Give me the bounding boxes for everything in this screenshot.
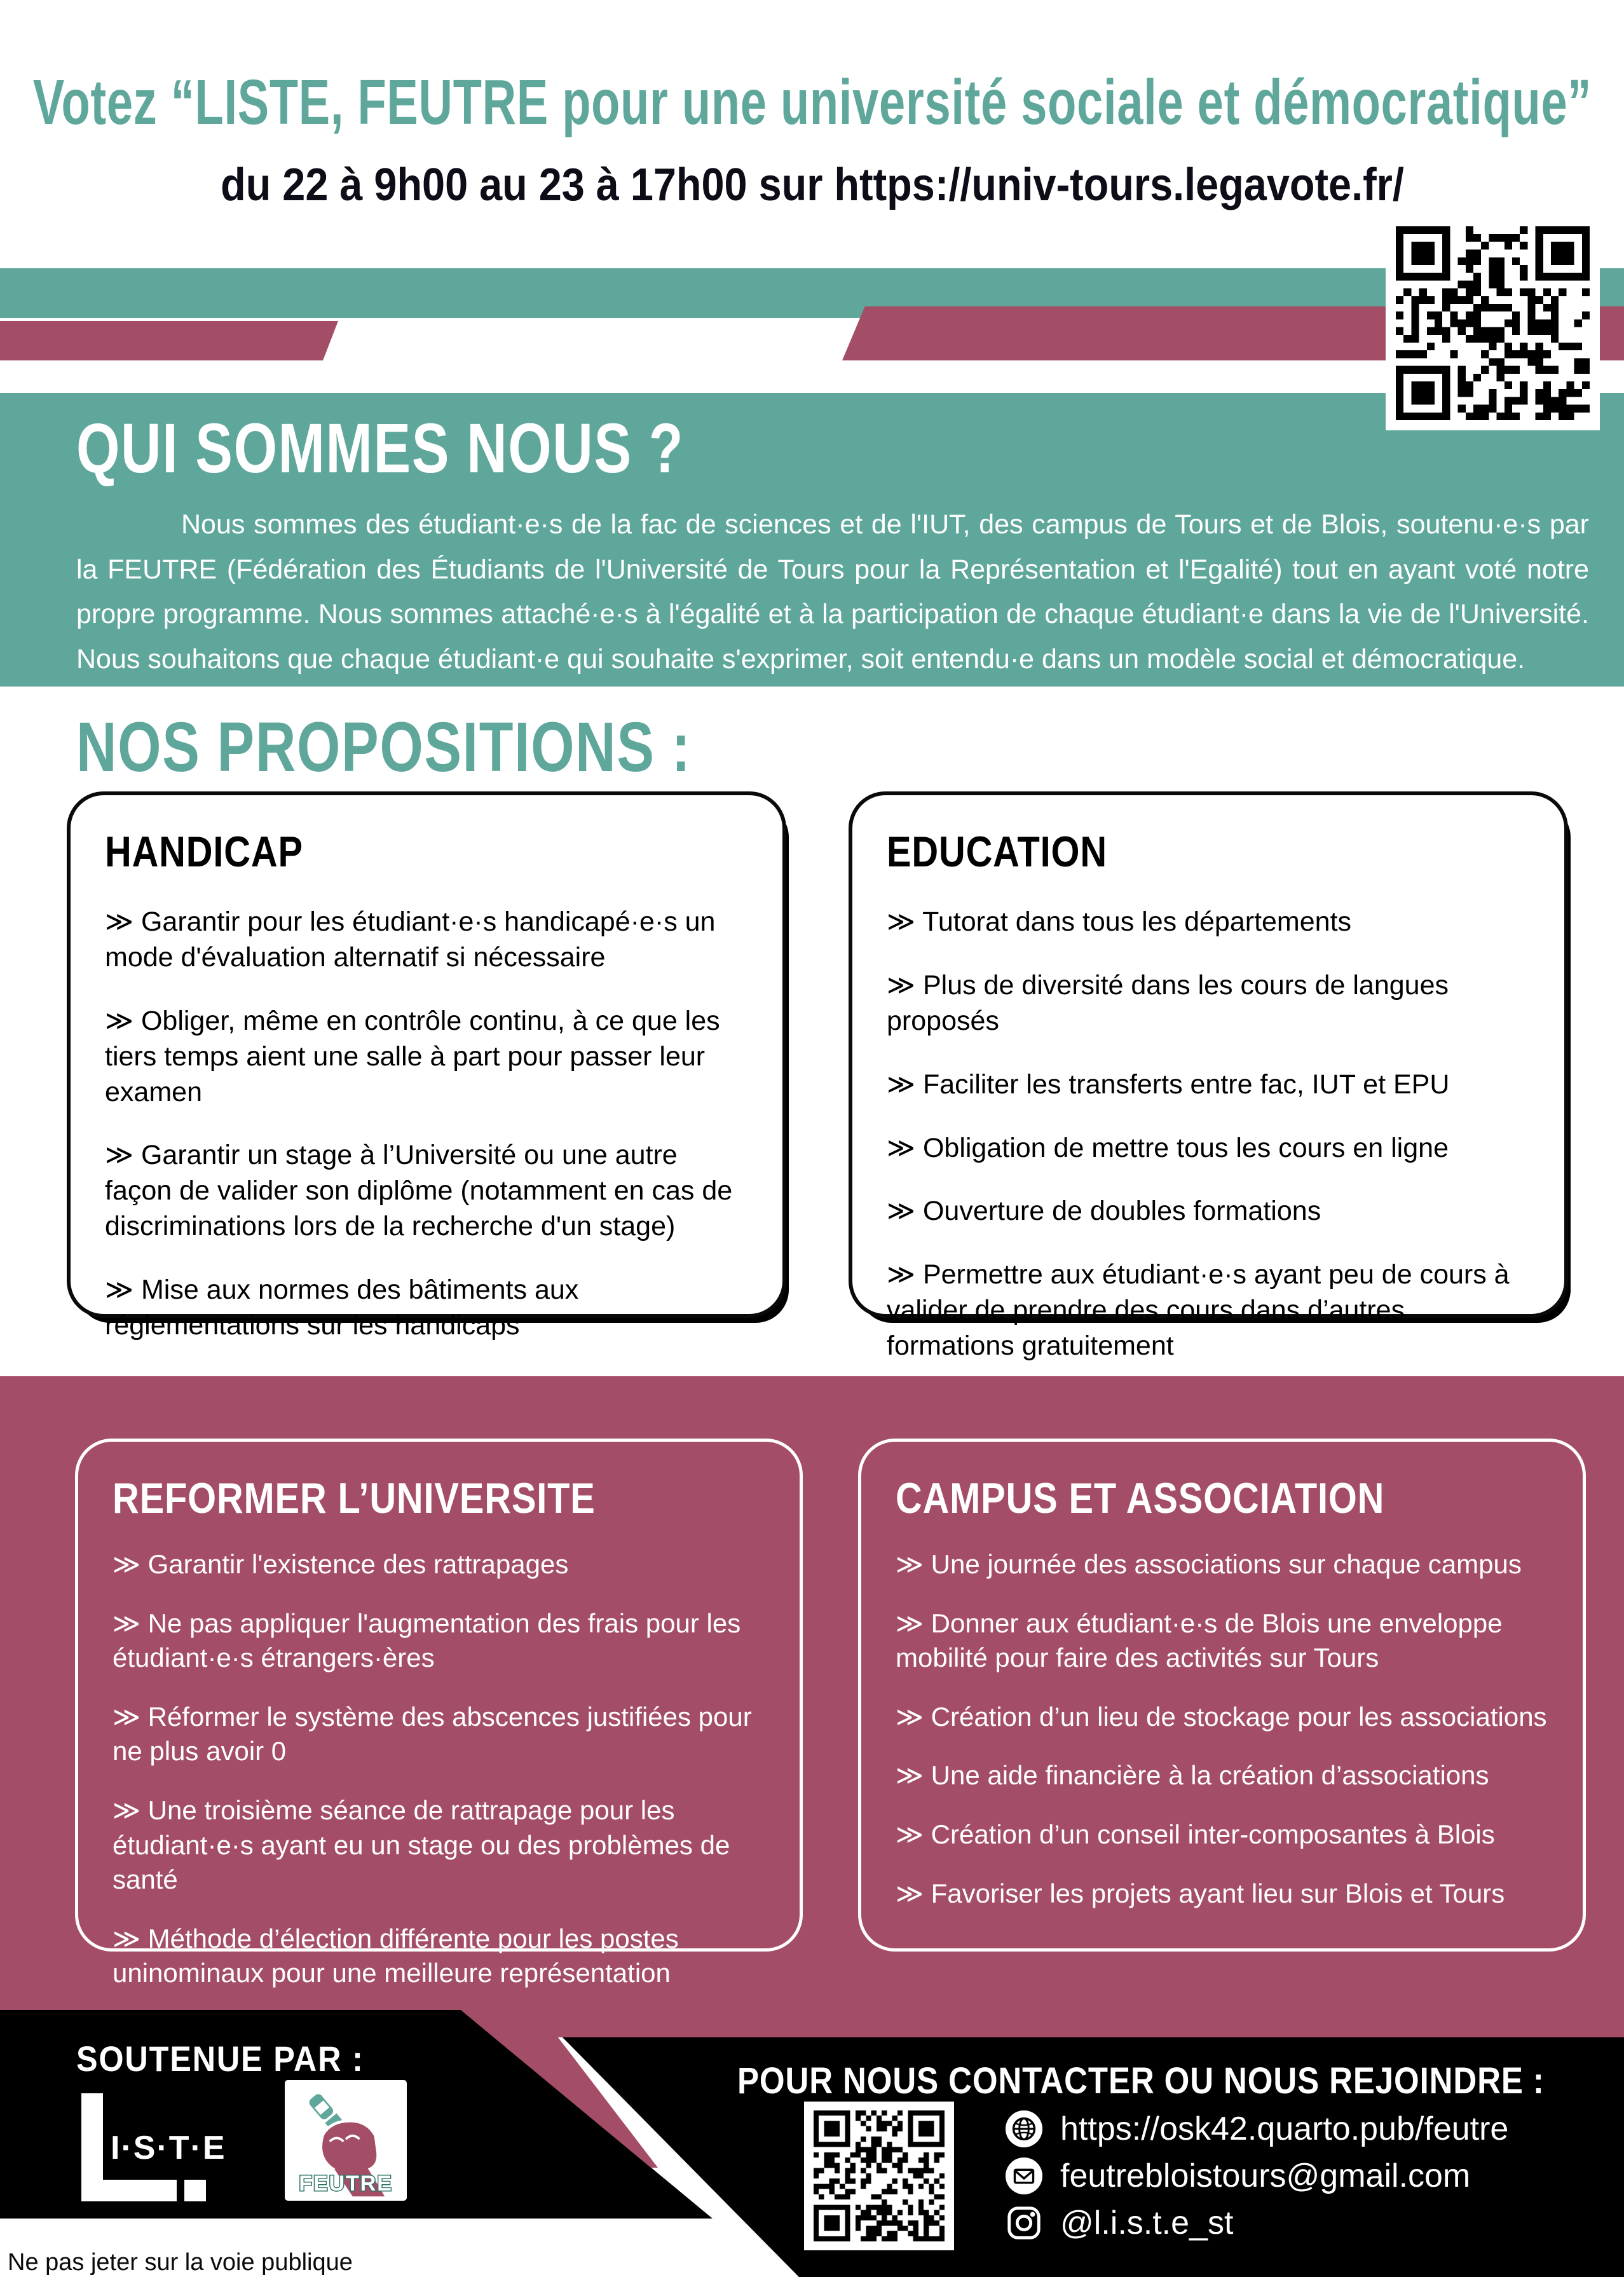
about-heading: QUI SOMMES NOUS ?	[76, 409, 685, 488]
proposition-item: ≫ Garantir l'existence des rattrapages	[113, 1549, 569, 1579]
feutre-logo-text: FEUTRE	[299, 2171, 393, 2196]
card-items	[105, 905, 748, 1344]
page-title: Votez “LISTE, FEUTRE pour une université sociale et démocratique”	[32, 67, 1592, 138]
liste-logo-text: I·S·T·E	[111, 2130, 226, 2166]
card-education	[849, 791, 1568, 1362]
card-title: EDUCATION	[887, 828, 1107, 876]
contact-qr-code	[804, 2102, 954, 2250]
proposition-item: ≫ Favoriser les projets ayant lieu sur Blois et Tours	[896, 1878, 1505, 1908]
proposition-item: ≫ Garantir pour les étudiant·e·s handicapé·e·s un mode d'évaluation alternatif si nécessaire	[105, 906, 716, 973]
proposition-item: ≫ Une journée des associations sur chaque campus	[896, 1549, 1522, 1579]
globe-icon	[1004, 2109, 1044, 2149]
card-reformer-universite	[75, 1439, 803, 1988]
card-title: HANDICAP	[105, 828, 303, 876]
proposition-item: ≫ Permettre aux étudiant·e·s ayant peu de cours à valider de prendre des cours dans d’autres formations gratuitement	[887, 1259, 1510, 1362]
feutre-logo	[285, 2080, 407, 2201]
contact-row-instagram	[1004, 2203, 1233, 2243]
card-campus-association	[858, 1439, 1586, 1952]
vote-qr-code	[1386, 216, 1600, 430]
card-items	[113, 1547, 765, 1991]
contact-heading: POUR NOUS CONTACTER OU NOUS REJOINDRE :	[737, 2060, 1545, 2102]
proposition-item: ≫ Ouverture de doubles formations	[887, 1196, 1321, 1227]
proposition-item: ≫ Une aide financière à la création d’associations	[896, 1760, 1489, 1791]
proposition-item: ≫ Réformer le système des abscences justifiées pour ne plus avoir 0	[113, 1701, 752, 1767]
instagram-icon	[1004, 2203, 1044, 2243]
proposition-item: ≫ Obliger, même en contrôle continu, à ce que les tiers temps aient une salle à part pour passer leur examen	[105, 1005, 720, 1107]
contact-email: feutrebloistours@gmail.com	[1060, 2157, 1471, 2194]
proposition-item: ≫ Faciliter les transferts entre fac, IUT et EPU	[887, 1069, 1450, 1100]
proposition-item: ≫ Mise aux normes des bâtiments aux réglementations sur les handicaps	[105, 1275, 579, 1341]
proposition-item: ≫ Ne pas appliquer l'augmentation des frais pour les étudiant·e·s étrangers·ères	[113, 1608, 741, 1673]
proposition-item: ≫ Tutorat dans tous les départements	[887, 906, 1352, 937]
proposition-item: ≫ Plus de diversité dans les cours de langues proposés	[887, 969, 1449, 1036]
fist-marker-icon	[289, 2084, 403, 2197]
mail-icon	[1004, 2156, 1044, 2196]
contact-row-email	[1004, 2156, 1470, 2196]
proposition-item: ≫ Donner aux étudiant·e·s de Blois une enveloppe mobilité pour faire des activités sur Tours	[896, 1608, 1503, 1673]
liste-logo-dot	[184, 2180, 206, 2201]
proposition-item: ≫ Garantir un stage à l’Université ou une autre façon de valider son diplôme (notamment en cas de discriminations lors de la recherche d'un stage)	[105, 1140, 733, 1242]
contact-instagram: @l.i.s.t.e_st	[1060, 2205, 1234, 2241]
card-title: CAMPUS ET ASSOCIATION	[896, 1474, 1385, 1522]
supported-by-label: SOUTENUE PAR :	[76, 2039, 364, 2079]
liste-logo-horizontal-bar	[81, 2180, 177, 2201]
liste-logo	[81, 2093, 226, 2201]
proposition-item: ≫ Création d’un conseil inter-composantes à Blois	[896, 1819, 1495, 1849]
card-handicap	[67, 791, 786, 1341]
proposition-item: ≫ Une troisième séance de rattrapage pour les étudiant·e·s ayant eu un stage ou des problèmes de santé	[113, 1795, 730, 1895]
proposition-item: ≫ Méthode d’élection différente pour les postes uninominaux pour une meilleure représentation	[113, 1923, 679, 1988]
about-paragraph: Nous sommes des étudiant·e·s de la fac de sciences et de l'IUT, des campus de Tours et de Blois, soutenu·e·s par la FEUTRE (Fédération des Étudiants de l'Université de Tours pour la Représentation et l'Egalité) tout en ayant voté notre propre programme. Nous sommes attaché·e·s à l'égalité et à la participation de chaque étudiant·e dans la vie de l'Université. Nous souhaitons que chaque étudiant·e qui souhaite s'exprimer, soit entendu·e dans un modèle social et démocratique.	[76, 509, 1589, 674]
card-title: REFORMER L’UNIVERSITE	[113, 1474, 596, 1522]
proposition-item: ≫ Création d’un lieu de stockage pour les associations	[896, 1701, 1547, 1732]
legal-note: Ne pas jeter sur la voie publique	[8, 2249, 353, 2276]
contact-website: https://osk42.quarto.pub/feutre	[1060, 2110, 1509, 2147]
contact-row-website	[1004, 2109, 1508, 2149]
card-items	[887, 905, 1530, 1364]
vote-dates-subtitle: du 22 à 9h00 au 23 à 17h00 sur https://univ-tours.legavote.fr/	[220, 160, 1404, 210]
proposition-item: ≫ Obligation de mettre tous les cours en ligne	[887, 1132, 1449, 1163]
card-items	[896, 1547, 1548, 1911]
propositions-heading: NOS PROPOSITIONS :	[76, 708, 692, 786]
maroon-stripe-left	[0, 321, 338, 360]
